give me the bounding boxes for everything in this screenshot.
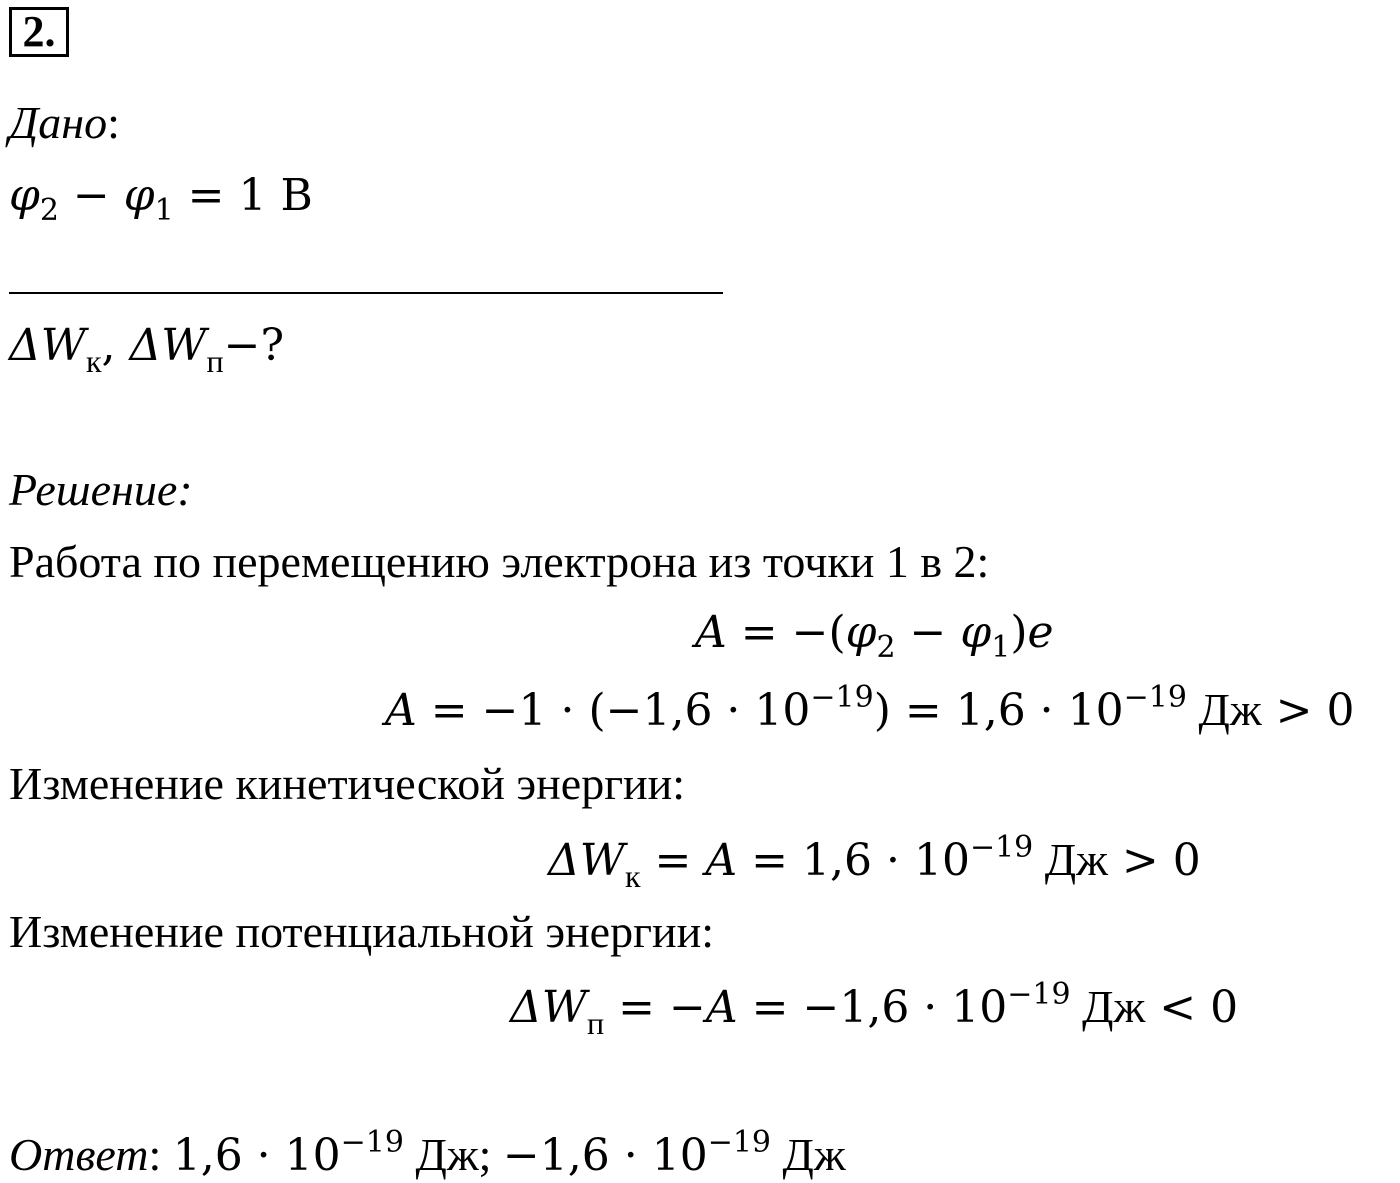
eq3-mid: =: [640, 835, 706, 886]
eq2-unit: Дж: [1186, 684, 1262, 735]
eq3-sub: к: [625, 858, 641, 894]
answer-unit1: Дж;: [403, 1129, 503, 1180]
eq1-phi1: φ: [960, 607, 992, 658]
eq4-a: A: [705, 982, 738, 1033]
find-delta-wp: ΔW: [129, 320, 207, 371]
equation-kinetic: [548, 830, 1201, 895]
answer-unit2: Дж: [771, 1129, 846, 1180]
answer-label: Ответ: [9, 1129, 149, 1180]
eq3-unit: Дж: [1033, 834, 1108, 885]
kinetic-text: Изменение кинетической энергии:: [9, 758, 686, 809]
eq1-sub1: 1: [991, 630, 1011, 665]
given-phi1: φ: [123, 170, 155, 221]
answer-exp1: −19: [340, 1125, 404, 1160]
eq2-a: A: [385, 685, 417, 736]
given-divider: [9, 292, 723, 294]
answer-line: [9, 1125, 846, 1181]
equation-work-formula: [695, 607, 1054, 665]
given-minus: −: [58, 170, 124, 221]
eq4-delta: ΔW: [510, 982, 587, 1033]
equation-work-value: [385, 680, 1354, 736]
eq1-e: e: [1027, 607, 1054, 658]
given-label-colon: :: [107, 97, 120, 148]
eq3-cmp: > 0: [1107, 835, 1201, 886]
eq4-exp: −19: [1007, 977, 1071, 1012]
eq2-exp1: −19: [810, 680, 874, 715]
find-question: −?: [223, 320, 285, 371]
find-comma: ,: [101, 320, 130, 371]
potential-text: Изменение потенциальной энергии:: [9, 906, 714, 957]
eq4-cmp: < 0: [1145, 982, 1239, 1033]
problem-number: 2.: [9, 7, 69, 57]
eq3-exp: −19: [969, 830, 1034, 865]
given-sub2: 2: [39, 193, 59, 228]
eq2-cmp: > 0: [1261, 685, 1355, 736]
eq3-rest: = 1,6 · 10: [737, 835, 970, 886]
eq1-end: ): [1010, 607, 1028, 658]
eq4-mid: = −: [604, 982, 706, 1033]
eq2-rest2: ) = 1,6 · 10: [873, 685, 1124, 736]
eq1-a: A: [695, 607, 727, 658]
find-quantities: [9, 320, 284, 380]
eq1-mid: = −(: [726, 607, 846, 658]
answer-val1: 1,6 · 10: [172, 1130, 341, 1181]
eq4-rest: = −1,6 · 10: [737, 982, 1008, 1033]
eq1-phi2: φ: [845, 607, 877, 658]
eq1-minus: −: [895, 607, 961, 658]
find-delta-wk: ΔW: [9, 320, 86, 371]
given-equation: [9, 170, 313, 228]
answer-colon: :: [148, 1129, 173, 1180]
eq2-exp2: −19: [1123, 680, 1187, 715]
solution-label: Решение:: [9, 464, 193, 515]
eq1-sub2: 2: [876, 630, 896, 665]
answer-exp2: −19: [707, 1125, 772, 1160]
work-text: Работа по перемещению электрона из точки 1 в 2:: [9, 536, 990, 587]
given-sub1: 1: [154, 193, 174, 228]
eq3-a: A: [705, 835, 738, 886]
given-value: = 1 В: [173, 170, 313, 221]
eq4-unit: Дж: [1070, 981, 1146, 1032]
given-phi2: φ: [9, 170, 40, 221]
find-sub-k: к: [86, 343, 102, 379]
given-label-text: Дано: [9, 97, 108, 148]
eq2-rest1: = −1 · (−1,6 · 10: [416, 685, 811, 736]
answer-val2: −1,6 · 10: [502, 1130, 708, 1181]
equation-potential: [510, 977, 1238, 1042]
eq4-sub: п: [587, 1005, 605, 1041]
given-label: [9, 96, 120, 149]
find-sub-p: п: [206, 343, 224, 379]
eq3-delta: ΔW: [548, 835, 625, 886]
